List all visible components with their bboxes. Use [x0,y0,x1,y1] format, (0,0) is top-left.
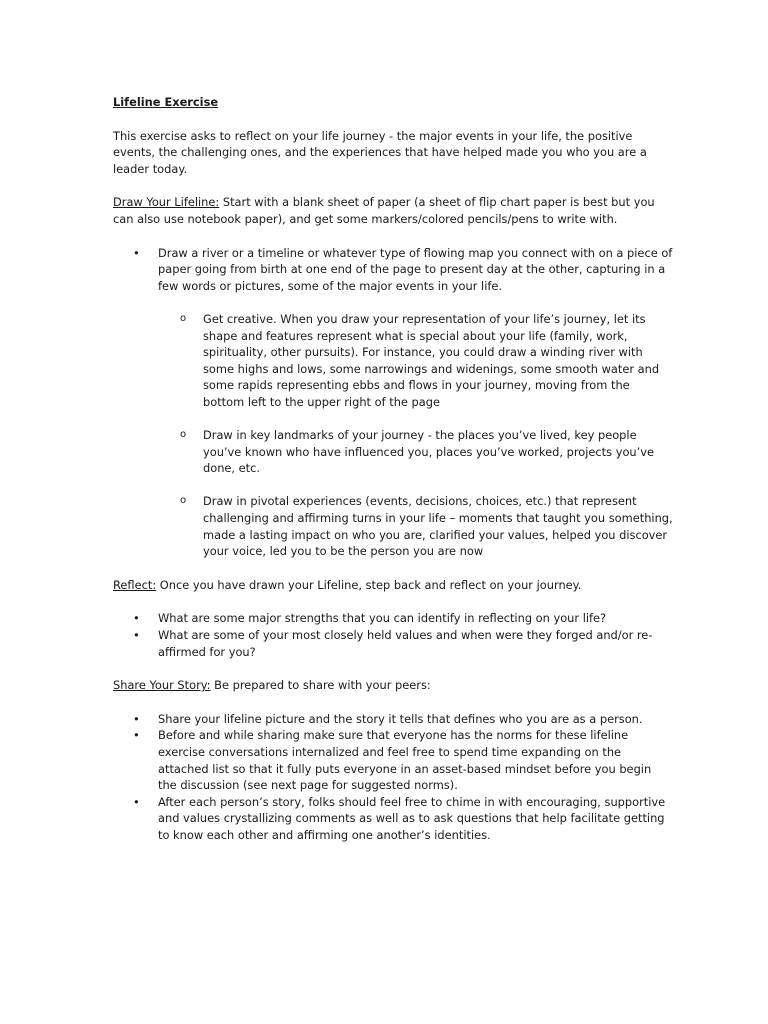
draw-heading: Draw Your Lifeline: [113,195,220,210]
draw-section-intro [113,194,673,227]
draw-sub-item-1: o Get creative. When you draw your representation of your life’s journey, let its shape and features represent what is special about your life (family, work, spirituality, other pursuits). For instance, you could draw a winding river with some highs and lows, some narrowings and widenings, some smooth water and some rapids representing ebbs and flows in your journey, moving from the bottom left to the upper right of the page [113,311,673,411]
share-bullet-1: • Share your lifeline picture and the story it tells that defines who you are as a person. [113,711,673,728]
reflect-bullet-list [113,610,673,660]
share-bullet-2: • Before and while sharing make sure that everyone has the norms for these lifeline exercise conversations internalized and feel free to spend time expanding on the attached list so that it fully puts everyone in an asset-based mindset before you begin the discussion (see next page for suggested norms). [113,727,673,793]
intro-paragraph: This exercise asks to reflect on your life journey - the major events in your life, the positive events, the challenging ones, and the experiences that have helped made you who you are a leader today. [113,128,647,176]
draw-bullet-list [113,245,673,560]
reflect-section-intro [113,577,673,594]
draw-text: Start with a blank sheet of paper (a sheet of flip chart paper is best but you can also use notebook paper), and get some markers/colored pencils/pens to write with. [113,195,655,226]
draw-bullet: • Draw a river or a timeline or whatever type of flowing map you connect with on a piece of paper going from birth at one end of the page to present day at the other, capturing in a few words or pictures, some of the major events in your life. [113,245,673,295]
share-heading: Share Your Story: [113,678,211,693]
reflect-bullet-1: • What are some major strengths that you can identify in reflecting on your life? [113,610,673,627]
document-content [113,94,673,844]
share-section-intro [113,677,673,694]
share-text: Be prepared to share with your peers: [210,678,431,693]
share-bullet-3: • After each person’s story, folks should feel free to chime in with encouraging, supportive and values crystallizing comments as well as to ask questions that help facilitate getting to know each other and affirming one another’s identities. [113,794,673,844]
draw-sub-item-2: o Draw in key landmarks of your journey - the places you’ve lived, key people you’ve known who have influenced you, places you’ve worked, projects you’ve done, etc. [113,427,673,477]
page-title: Lifeline Exercise [113,95,219,109]
share-bullet-list [113,711,673,844]
draw-sub-item-3: o Draw in pivotal experiences (events, decisions, choices, etc.) that represent challenging and affirming turns in your life – moments that taught you something, made a lasting impact on who you are, clarified your values, helped you discover your voice, led you to be the person you are now [113,493,673,559]
reflect-heading: Reflect: [113,577,157,592]
reflect-bullet-2: • What are some of your most closely held values and when were they forged and/or re-affirmed for you? [113,627,673,660]
reflect-text: Once you have drawn your Lifeline, step back and reflect on your journey. [156,577,582,592]
